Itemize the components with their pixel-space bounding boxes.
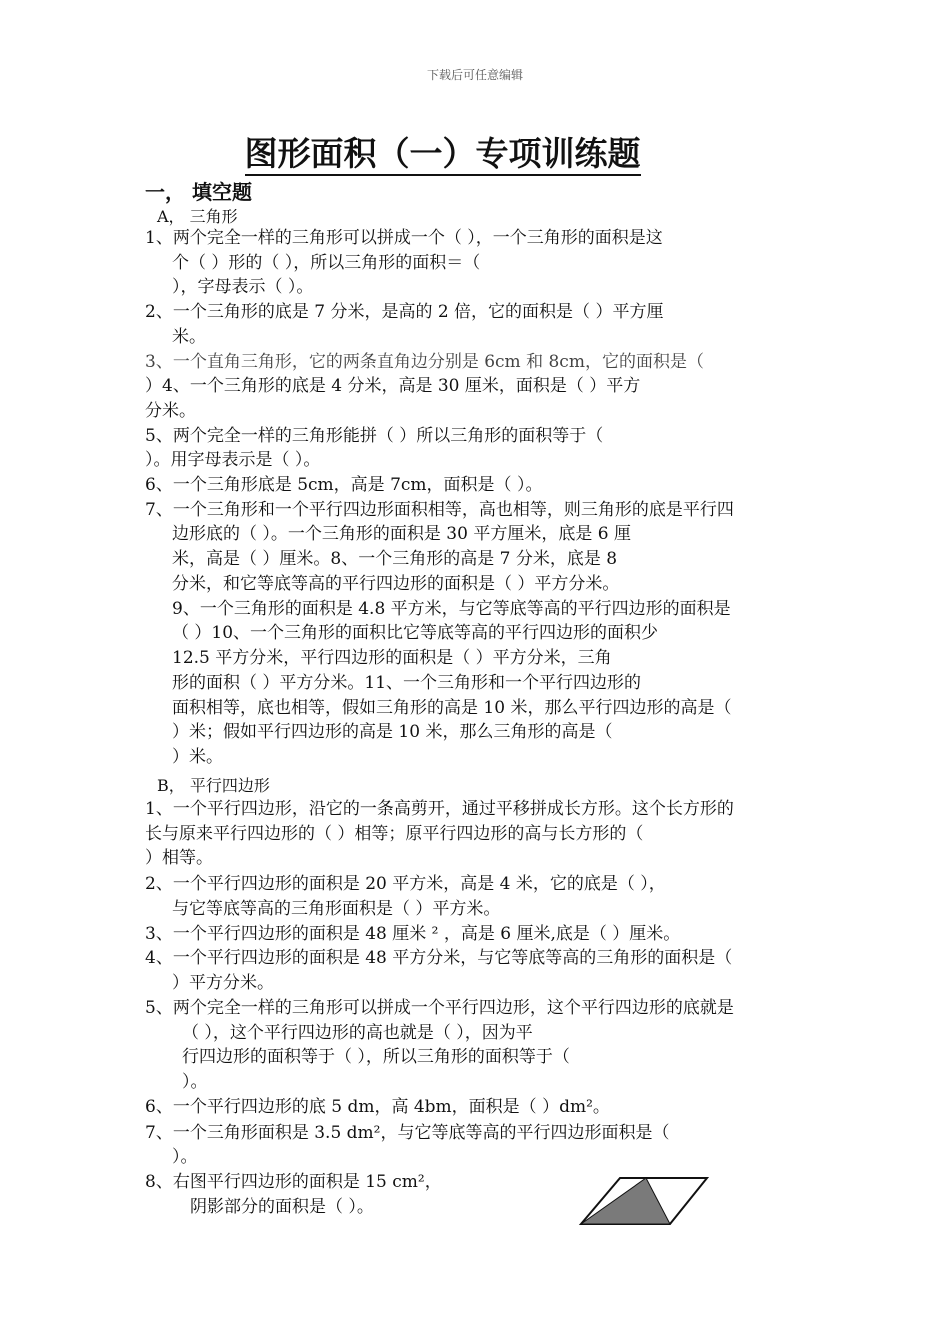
question-line: ）相等。 <box>145 848 213 868</box>
parallelogram-figure <box>578 1175 710 1227</box>
question-line: 7、一个三角形面积是 3.5 dm²，与它等底等高的平行四边形面积是（ <box>145 1123 670 1143</box>
question-line: 6、一个三角形底是 5cm，高是 7cm，面积是（ ）。 <box>145 475 543 495</box>
section-heading: 一， 填空题 <box>145 180 252 204</box>
question-line: 12.5 平方分米，平行四边形的面积是（ ）平方分米，三角 <box>172 648 612 668</box>
question-line: 3、一个平行四边形的面积是 48 厘米 ² ，高是 6 厘米,底是（ ）厘米。 <box>145 924 681 944</box>
question-line: 1、两个完全一样的三角形可以拼成一个（ ），一个三角形的面积是这 <box>145 228 663 248</box>
question-line: 8、右图平行四边形的面积是 15 cm²， <box>145 1172 442 1192</box>
question-line: ）米。 <box>172 747 223 767</box>
question-line: 3、一个直角三角形，它的两条直角边分别是 6cm 和 8cm，它的面积是（ <box>145 352 704 372</box>
subsection-b-heading: B， 平行四边形 <box>157 776 270 795</box>
question-line: 面积相等，底也相等，假如三角形的高是 10 米，那么平行四边形的高是（ <box>172 698 732 718</box>
question-line: 行四边形的面积等于（ ），所以三角形的面积等于（ <box>182 1047 570 1067</box>
header-note: 下载后可任意编辑 <box>426 68 523 82</box>
question-line: 6、一个平行四边形的底 5 dm，高 4bm，面积是（ ）dm²。 <box>145 1097 610 1117</box>
question-line: ），字母表示（ ）。 <box>172 277 314 297</box>
question-line: ）。用字母表示是（ ）。 <box>145 450 321 470</box>
question-line: 5、两个完全一样的三角形能拼（ ）所以三角形的面积等于（ <box>145 426 604 446</box>
question-line: ）。 <box>172 1147 198 1167</box>
question-line: ）米；假如平行四边形的高是 10 米，那么三角形的高是（ <box>172 722 613 742</box>
subsection-a-heading: A， 三角形 <box>157 207 238 226</box>
question-line: （ ）10、一个三角形的面积比它等底等高的平行四边形的面积少 <box>172 623 659 643</box>
question-line: 边形底的（ ）。一个三角形的面积是 30 平方厘米，底是 6 厘 <box>172 524 631 544</box>
question-line: ）平方分米。 <box>172 973 274 993</box>
question-line: 分米，和它等底等高的平行四边形的面积是（ ）平方分米。 <box>172 574 620 594</box>
question-line: ）。 <box>182 1072 208 1092</box>
question-line: 长与原来平行四边形的（ ）相等；原平行四边形的高与长方形的（ <box>145 824 644 844</box>
question-line: 2、一个平行四边形的面积是 20 平方米，高是 4 米，它的底是（ ）， <box>145 874 666 894</box>
question-line: 形的面积（ ）平方分米。11、一个三角形和一个平行四边形的 <box>172 673 642 693</box>
question-line: 4、一个平行四边形的面积是 48 平方分米，与它等底等高的三角形的面积是（ <box>145 948 733 968</box>
question-line: （ ），这个平行四边形的高也就是（ ），因为平 <box>182 1023 533 1043</box>
question-line: 个（ ）形的（ ），所以三角形的面积＝（ <box>172 253 481 273</box>
page-title: 图形面积（一）专项训练题 <box>0 128 885 175</box>
question-line: 1、一个平行四边形，沿它的一条高剪开，通过平移拼成长方形。这个长方形的 <box>145 799 734 819</box>
question-line: 阴影部分的面积是（ ）。 <box>190 1197 374 1217</box>
question-line: ）4、一个三角形的底是 4 分米，高是 30 厘米，面积是（ ）平方 <box>145 376 641 396</box>
question-line: 与它等底等高的三角形面积是（ ）平方米。 <box>172 899 501 919</box>
question-line: 米，高是（ ）厘米。8、一个三角形的高是 7 分米，底是 8 <box>172 549 618 569</box>
question-line: 9、一个三角形的面积是 4.8 平方米，与它等底等高的平行四边形的面积是 <box>172 599 731 619</box>
question-line: 分米。 <box>145 401 196 421</box>
question-line: 5、两个完全一样的三角形可以拼成一个平行四边形，这个平行四边形的底就是 <box>145 998 734 1018</box>
question-line: 米。 <box>172 327 206 347</box>
question-line: 7、一个三角形和一个平行四边形面积相等，高也相等，则三角形的底是平行四 <box>145 500 734 520</box>
question-line: 2、一个三角形的底是 7 分米，是高的 2 倍，它的面积是（ ）平方厘 <box>145 302 664 322</box>
